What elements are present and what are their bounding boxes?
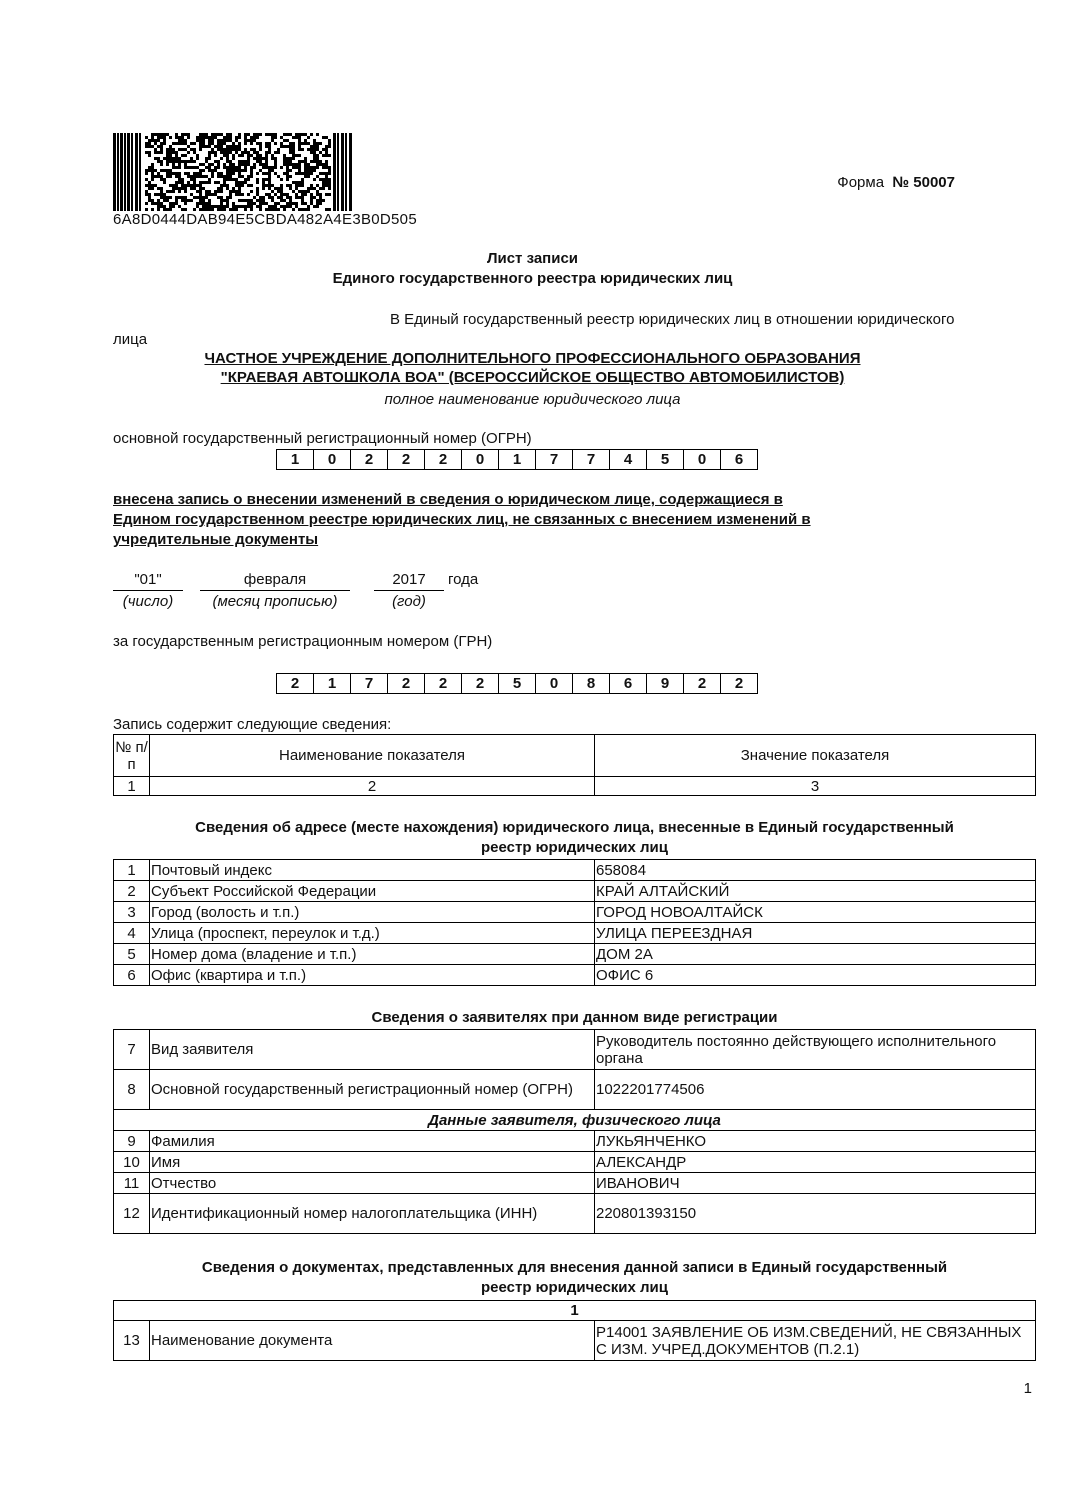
intro-text-tail: лица [113, 331, 148, 348]
table-row [114, 965, 1036, 986]
column-header-name: Наименование показателя [150, 735, 595, 777]
table-subheader-row [114, 1110, 1036, 1131]
contains-label: Запись содержит следующие сведения: [113, 716, 392, 733]
ogrn-digit: 0 [684, 450, 721, 469]
form-prefix: Форма [837, 174, 885, 191]
row-value: 220801393150 [595, 1194, 1036, 1234]
row-name: Идентификационный номер налогоплательщика (ИНН) [150, 1194, 595, 1234]
applicant-section-title: Сведения о заявителях при данном виде регистрации [371, 1009, 778, 1026]
column-header-num: № п/п [114, 735, 150, 777]
row-number: 9 [114, 1131, 150, 1152]
row-value: 1022201774506 [595, 1070, 1036, 1110]
ogrn-digit: 5 [647, 450, 684, 469]
grn-label: за государственным регистрационным номером (ГРН) [113, 633, 493, 650]
row-number: 13 [114, 1321, 150, 1361]
row-number: 4 [114, 923, 150, 944]
row-name: Вид заявителя [150, 1030, 595, 1070]
row-number: 1 [114, 860, 150, 881]
row-number: 5 [114, 944, 150, 965]
row-number: 6 [114, 965, 150, 986]
row-value: ИВАНОВИЧ [595, 1173, 1036, 1194]
row-number: 3 [114, 902, 150, 923]
entry-type-line2: Едином государственном реестре юридических лиц, не связанных с внесением изменений в [113, 511, 811, 528]
grn-digit: 7 [351, 674, 388, 693]
grn-digit: 2 [684, 674, 721, 693]
row-value: Руководитель постоянно действующего исполнительного органа [595, 1030, 1036, 1070]
document-title: Лист записи [486, 250, 579, 267]
barcode-id: 6A8D0444DAB94E5CBDA482A4E3B0D505 [113, 211, 417, 228]
table-row [114, 1070, 1036, 1110]
ogrn-digit: 0 [314, 450, 351, 469]
row-number: 12 [114, 1194, 150, 1234]
grn-digit: 2 [277, 674, 314, 693]
date-day: "01" [113, 571, 183, 591]
ogrn-digit: 1 [499, 450, 536, 469]
documents-section-title-line2: реестр юридических лиц [480, 1279, 668, 1296]
barcode-image [113, 133, 353, 211]
document-subtitle: Единого государственного реестра юридических лиц [332, 270, 733, 287]
grn-digit: 1 [314, 674, 351, 693]
form-number-value: № 50007 [892, 174, 955, 191]
column-header-value: Значение показателя [595, 735, 1036, 777]
row-value: КРАЙ АЛТАЙСКИЙ [595, 881, 1036, 902]
table-row [114, 1152, 1036, 1173]
row-name: Отчество [150, 1173, 595, 1194]
row-number: 11 [114, 1173, 150, 1194]
grn-digit: 9 [647, 674, 684, 693]
row-number: 8 [114, 1070, 150, 1110]
row-value: ДОМ 2А [595, 944, 1036, 965]
ogrn-digit: 6 [734, 451, 744, 468]
row-value: АЛЕКСАНДР [595, 1152, 1036, 1173]
table-row [114, 860, 1036, 881]
organization-name-caption: полное наименование юридического лица [384, 391, 681, 408]
document-group-number: 1 [114, 1301, 1036, 1321]
date-suffix: года [448, 571, 479, 588]
row-name: Почтовый индекс [150, 860, 595, 881]
address-table [113, 859, 1036, 986]
columns-header-table [113, 734, 1036, 796]
date-month-caption: (месяц прописью) [212, 593, 338, 610]
grn-digit: 2 [734, 675, 744, 692]
row-number: 2 [114, 881, 150, 902]
table-row [114, 1030, 1036, 1070]
column-number: 1 [114, 777, 150, 796]
row-name: Офис (квартира и т.п.) [150, 965, 595, 986]
ogrn-digit: 7 [536, 450, 573, 469]
grn-digit-boxes [276, 673, 758, 694]
row-value: ГОРОД НОВОАЛТАЙСК [595, 902, 1036, 923]
table-row [114, 1194, 1036, 1234]
entry-type-line1: внесена запись о внесении изменений в сведения о юридическом лице, содержащиеся в [113, 491, 783, 508]
row-value: Р14001 ЗАЯВЛЕНИЕ ОБ ИЗМ.СВЕДЕНИЙ, НЕ СВЯЗАННЫХ С ИЗМ. УЧРЕД.ДОКУМЕНТОВ (П.2.1) [595, 1321, 1036, 1361]
row-name: Фамилия [150, 1131, 595, 1152]
date-year: 2017 [374, 571, 444, 591]
date-day-caption: (число) [122, 593, 174, 610]
table-row [114, 1173, 1036, 1194]
row-number: 10 [114, 1152, 150, 1173]
column-number: 3 [595, 777, 1036, 796]
organization-name-line2: "КРАЕВАЯ АВТОШКОЛА ВОА" (ВСЕРОССИЙСКОЕ ОБЩЕСТВО АВТОМОБИЛИСТОВ) [220, 369, 845, 386]
ogrn-digit: 0 [462, 450, 499, 469]
form-number [837, 174, 955, 191]
row-number: 7 [114, 1030, 150, 1070]
ogrn-digit-boxes [276, 449, 758, 470]
table-group-row [114, 1301, 1036, 1321]
grn-digit: 2 [388, 674, 425, 693]
row-name: Наименование документа [150, 1321, 595, 1361]
table-row [114, 1131, 1036, 1152]
grn-digit: 2 [462, 674, 499, 693]
table-row [114, 881, 1036, 902]
address-section-title: Сведения об адресе (месте нахождения) юридического лица, внесенные в Единый государственный [195, 819, 954, 836]
ogrn-digit: 2 [388, 450, 425, 469]
row-name: Улица (проспект, переулок и т.д.) [150, 923, 595, 944]
table-row [114, 923, 1036, 944]
date-year-caption: (год) [392, 593, 426, 610]
row-name: Субъект Российской Федерации [150, 881, 595, 902]
intro-text: В Единый государственный реестр юридических лиц в отношении юридического [390, 311, 955, 328]
row-name: Основной государственный регистрационный номер (ОГРН) [150, 1070, 595, 1110]
ogrn-digit: 7 [573, 450, 610, 469]
row-value: УЛИЦА ПЕРЕЕЗДНАЯ [595, 923, 1036, 944]
row-name: Город (волость и т.п.) [150, 902, 595, 923]
documents-table [113, 1300, 1036, 1361]
ogrn-digit: 4 [610, 450, 647, 469]
grn-digit: 0 [536, 674, 573, 693]
row-value: 658084 [595, 860, 1036, 881]
applicant-table [113, 1029, 1036, 1234]
documents-section-title: Сведения о документах, представленных для внесения данной записи в Единый государственный [201, 1259, 948, 1276]
table-row [114, 902, 1036, 923]
entry-type-line3: учредительные документы [113, 531, 319, 548]
grn-digit: 8 [573, 674, 610, 693]
row-value: ОФИС 6 [595, 965, 1036, 986]
grn-digit: 5 [499, 674, 536, 693]
ogrn-digit: 1 [277, 450, 314, 469]
page-number: 1 [1023, 1380, 1032, 1397]
row-name: Имя [150, 1152, 595, 1173]
ogrn-digit: 2 [351, 450, 388, 469]
row-value: ЛУКЬЯНЧЕНКО [595, 1131, 1036, 1152]
row-name: Номер дома (владение и т.п.) [150, 944, 595, 965]
organization-name-line1: ЧАСТНОЕ УЧРЕЖДЕНИЕ ДОПОЛНИТЕЛЬНОГО ПРОФЕССИОНАЛЬНОГО ОБРАЗОВАНИЯ [204, 350, 861, 367]
table-row [114, 944, 1036, 965]
column-number: 2 [150, 777, 595, 796]
date-month: февраля [200, 571, 350, 591]
ogrn-digit: 2 [425, 450, 462, 469]
grn-digit: 6 [610, 674, 647, 693]
ogrn-label: основной государственный регистрационный номер (ОГРН) [113, 430, 532, 447]
grn-digit: 2 [425, 674, 462, 693]
table-row [114, 1321, 1036, 1361]
address-section-title-line2: реестр юридических лиц [480, 839, 668, 856]
applicant-subheader: Данные заявителя, физического лица [114, 1110, 1036, 1131]
